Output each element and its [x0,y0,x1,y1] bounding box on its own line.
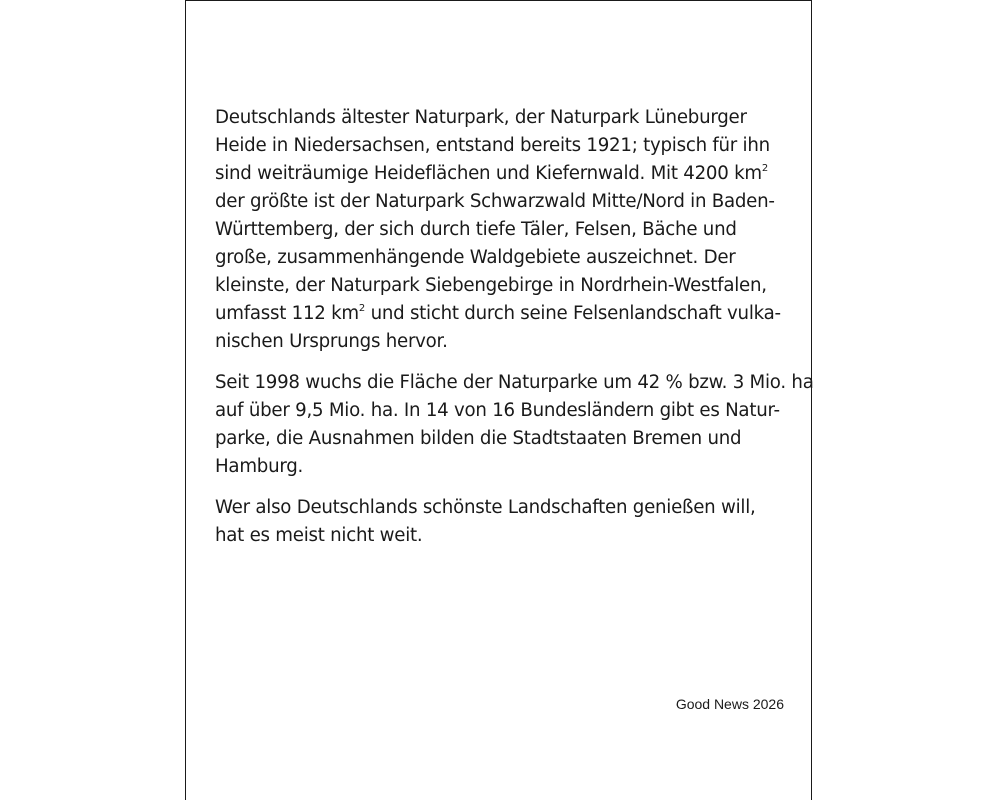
text-line: kleinste, der Naturpark Siebengebirge in Nordrhein-Westfalen, [215,275,767,296]
document-page [185,0,812,800]
text-line: auf über 9,5 Mio. ha. In 14 von 16 Bundesländern gibt es Natur- [215,400,780,421]
text-line: hat es meist nicht weit. [215,525,423,546]
text-line: parke, die Ausnahmen bilden die Stadtstaaten Bremen und [215,428,742,449]
text-line: Hamburg. [215,456,304,477]
text-line: Württemberg, der sich durch tiefe Täler, Felsen, Bäche und [215,219,737,240]
text-line: Wer also Deutschlands schönste Landschaften genießen will, [215,497,756,518]
text-line: umfasst 112 $km^2$ und sticht durch seine Felsenlandschaft vulka- [215,302,781,324]
paragraph-1 [215,104,790,356]
text-line: nischen Ursprungs hervor. [215,331,448,352]
paragraph-3 [215,494,790,550]
body-text [215,104,814,563]
footer-text: Good News 2026 [675,696,784,712]
text-line: große, zusammenhängende Waldgebiete auszeichnet. Der [215,247,736,268]
text-line: sind weiträumige Heideflächen und Kiefernwald. Mit 4200 $km^2$ [215,162,768,184]
text-line: Deutschlands ältester Naturpark, der Naturpark Lüneburger [215,107,747,128]
text-line: Seit 1998 wuchs die Fläche der Naturparke um 42 % bzw. 3 Mio. ha [215,372,814,393]
text-line: der größte ist der Naturpark Schwarzwald Mitte/Nord in Baden- [215,191,775,212]
text-line: Heide in Niedersachsen, entstand bereits 1921; typisch für ihn [215,135,770,156]
paragraph-2 [215,369,814,481]
